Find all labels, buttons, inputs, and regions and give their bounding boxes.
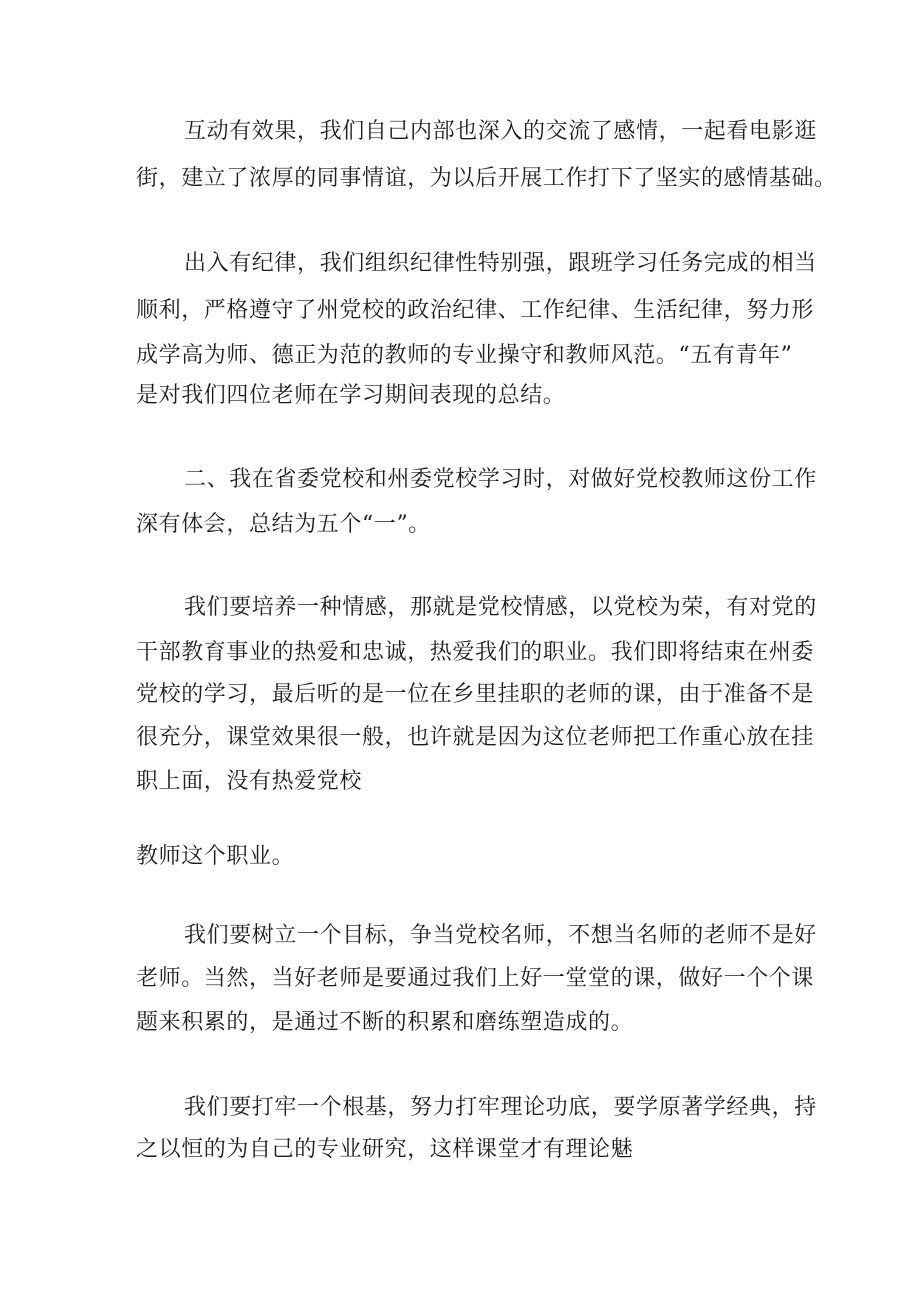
paragraph-4-line-1: 我们要培养一种情感，那就是党校情感，以党校为荣，有对党的	[184, 595, 817, 620]
paragraph-2-line-2: 顺利，严格遵守了州党校的政治纪律、工作纪律、生活纪律，努力形	[136, 298, 815, 323]
paragraph-4-line-4: 很充分，课堂效果很一般，也许就是因为这位老师把工作重心放在挂	[136, 725, 815, 750]
paragraph-7-line-1: 我们要打牢一个根基，努力打牢理论功底，要学原著学经典，持	[184, 1095, 817, 1120]
paragraph-4-line-5: 职上面，没有热爱党校	[136, 769, 363, 794]
paragraph-7-line-2: 之以恒的为自己的专业研究，这样课堂才有理论魅	[136, 1137, 634, 1162]
paragraph-3-line-2: 深有体会，总结为五个“一”。	[136, 512, 431, 537]
paragraph-6-line-1: 我们要树立一个目标，争当党校名师，不想当名师的老师不是好	[184, 923, 817, 948]
paragraph-1-line-1: 互动有效果，我们自己内部也深入的交流了感情，一起看电影逛	[184, 119, 817, 144]
paragraph-6-line-2: 老师。当然，当好老师是要通过我们上好一堂堂的课，做好一个个课	[136, 966, 815, 991]
paragraph-2-line-4: 是对我们四位老师在学习期间表现的总结。	[136, 383, 566, 408]
paragraph-3-line-1: 二、我在省委党校和州委党校学习时，对做好党校教师这份工作	[184, 467, 817, 492]
paragraph-2-line-1: 出入有纪律，我们组织纪律性特别强，跟班学习任务完成的相当	[184, 251, 817, 276]
paragraph-4-line-3: 党校的学习，最后听的是一位在乡里挂职的老师的课，由于准备不是	[136, 682, 815, 707]
paragraph-4-line-2: 干部教育事业的热爱和忠诚，热爱我们的职业。我们即将结束在州委	[136, 640, 815, 665]
paragraph-5-line-1: 教师这个职业。	[136, 844, 295, 869]
paragraph-2-line-3: 成学高为师、德正为范的教师的专业操守和教师风范。“五有青年”	[136, 343, 793, 368]
paragraph-6-line-3: 题来积累的，是通过不断的积累和磨练塑造成的。	[136, 1010, 634, 1035]
paragraph-1-line-2: 街，建立了浓厚的同事情谊，为以后开展工作打下了坚实的感情基础。	[136, 166, 837, 191]
